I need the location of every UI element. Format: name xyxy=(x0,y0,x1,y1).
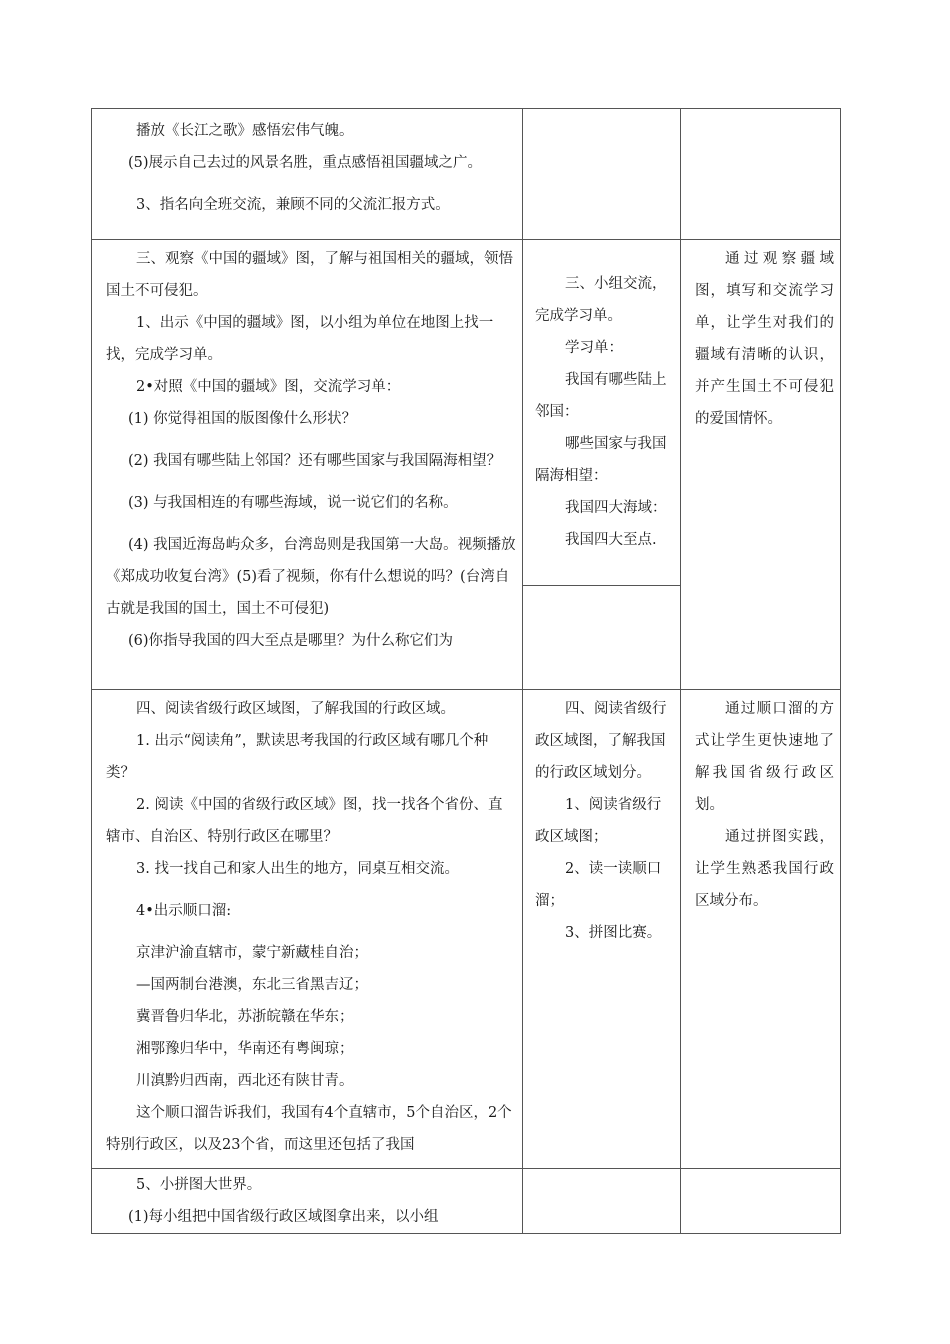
paragraph: 4•出示顺口溜: xyxy=(136,903,232,919)
paragraph: (1) 你觉得祖国的版图像什么形状？ xyxy=(128,411,357,427)
paragraph: 这个顺口溜告诉我们，我国有4个直辖市，5个自治区，2个特别行政区，以及23个省，而这里还包括了我国 xyxy=(106,1105,512,1153)
paragraph: 2. 阅读《中国的省级行政区域》图，找一找各个省份、直辖市、自治区、特别行政区在哪里？ xyxy=(106,797,503,845)
paragraph: 三、观察《中国的疆域》图，了解与祖国相关的疆域，领悟国土不可侵犯。 xyxy=(106,251,513,299)
paragraph: 3. 找一找自己和家人出生的地方，同桌互相交流。 xyxy=(136,861,459,877)
paragraph: 5、小拼图大世界。 xyxy=(136,1177,262,1193)
paragraph: —国两制台港澳，东北三省黑吉辽； xyxy=(136,977,368,993)
paragraph: 1. 出示“阅读角”，默读思考我国的行政区域有哪几个种类？ xyxy=(106,733,489,781)
paragraph: (5)展示自己去过的风景名胜，重点感悟祖国疆域之广。 xyxy=(128,155,483,171)
paragraph: 3、指名向全班交流，兼顾不同的父流汇报方式。 xyxy=(136,197,450,213)
paragraph: 三、小组交流，完成学习单。 xyxy=(535,276,667,324)
paragraph: 冀晋鲁归华北，苏浙皖赣在华东； xyxy=(136,1009,354,1025)
intent-cell xyxy=(681,690,841,1169)
paragraph: 学习单： xyxy=(565,340,623,356)
activity-cell xyxy=(92,240,523,690)
paragraph: 通过顺口溜的方式让学生更快速地了解我国省级行政区划。 xyxy=(695,701,834,813)
intent-cell xyxy=(681,240,841,690)
activity-cell xyxy=(92,1169,523,1234)
paragraph: 3、拼图比赛。 xyxy=(565,925,662,941)
paragraph: 京津沪渝直辖市，蒙宁新藏桂自治； xyxy=(136,945,368,961)
paragraph: 我国四大海域： xyxy=(565,500,667,516)
activity-cell xyxy=(92,690,523,1169)
table-row xyxy=(92,1169,841,1234)
paragraph: 2、读一读顺口溜； xyxy=(535,861,662,909)
lesson-plan-table xyxy=(91,108,841,1234)
intent-cell xyxy=(681,109,841,240)
paragraph: (4) 我国近海岛屿众多，台湾岛则是我国第一大岛。视频播放《郑成功收复台湾》(5)看了视频，你有什么想说的吗？(台湾自古就是我国的国土，国土不可侵犯) xyxy=(106,537,516,617)
paragraph: 哪些国家与我国隔海相望： xyxy=(535,436,667,484)
intent-cell xyxy=(681,1169,841,1234)
paragraph: 通过拼图实践，让学生熟悉我国行政区域分布。 xyxy=(695,829,834,909)
paragraph: 四、阅读省级行政区域图，了解我国的行政区域。 xyxy=(136,701,455,717)
paragraph: 1、阅读省级行政区域图； xyxy=(535,797,662,845)
student-cell xyxy=(523,1169,681,1234)
student-cell xyxy=(523,690,681,1169)
paragraph: (1)每小组把中国省级行政区域图拿出来，以小组 xyxy=(128,1209,439,1225)
paragraph: 四、阅读省级行政区域图，了解我国的行政区域划分。 xyxy=(535,701,667,781)
paragraph: 通过观察疆域图，填写和交流学习单，让学生对我们的疆域有清晰的认识，并产生国土不可侵犯的爱国情怀。 xyxy=(695,251,834,427)
table-row xyxy=(92,240,841,690)
student-cell xyxy=(523,109,681,240)
paragraph: (6)你指导我国的四大至点是哪里？为什么称它们为 xyxy=(128,633,454,649)
paragraph: 我国有哪些陆上邻国： xyxy=(535,372,667,420)
paragraph: 湘鄂豫归华中，华南还有粤闽琼； xyxy=(136,1041,354,1057)
paragraph: 2•对照《中国的疆域》图，交流学习单： xyxy=(136,379,401,395)
paragraph: 1、出示《中国的疆域》图，以小组为单位在地图上找一找，完成学习单。 xyxy=(106,315,494,363)
inner-divider xyxy=(523,585,680,689)
table-row xyxy=(92,690,841,1169)
student-cell xyxy=(523,240,681,690)
activity-cell xyxy=(92,109,523,240)
paragraph: (2) 我国有哪些陆上邻国？还有哪些国家与我国隔海相望？ xyxy=(128,453,502,469)
paragraph: 播放《长江之歌》感悟宏伟气魄。 xyxy=(136,123,354,139)
paragraph: 川滇黔归西南，西北还有陕甘青。 xyxy=(136,1073,354,1089)
table-row xyxy=(92,109,841,240)
paragraph: 我国四大至点. xyxy=(565,532,657,548)
paragraph: (3) 与我国相连的有哪些海域，说一说它们的名称。 xyxy=(128,495,458,511)
